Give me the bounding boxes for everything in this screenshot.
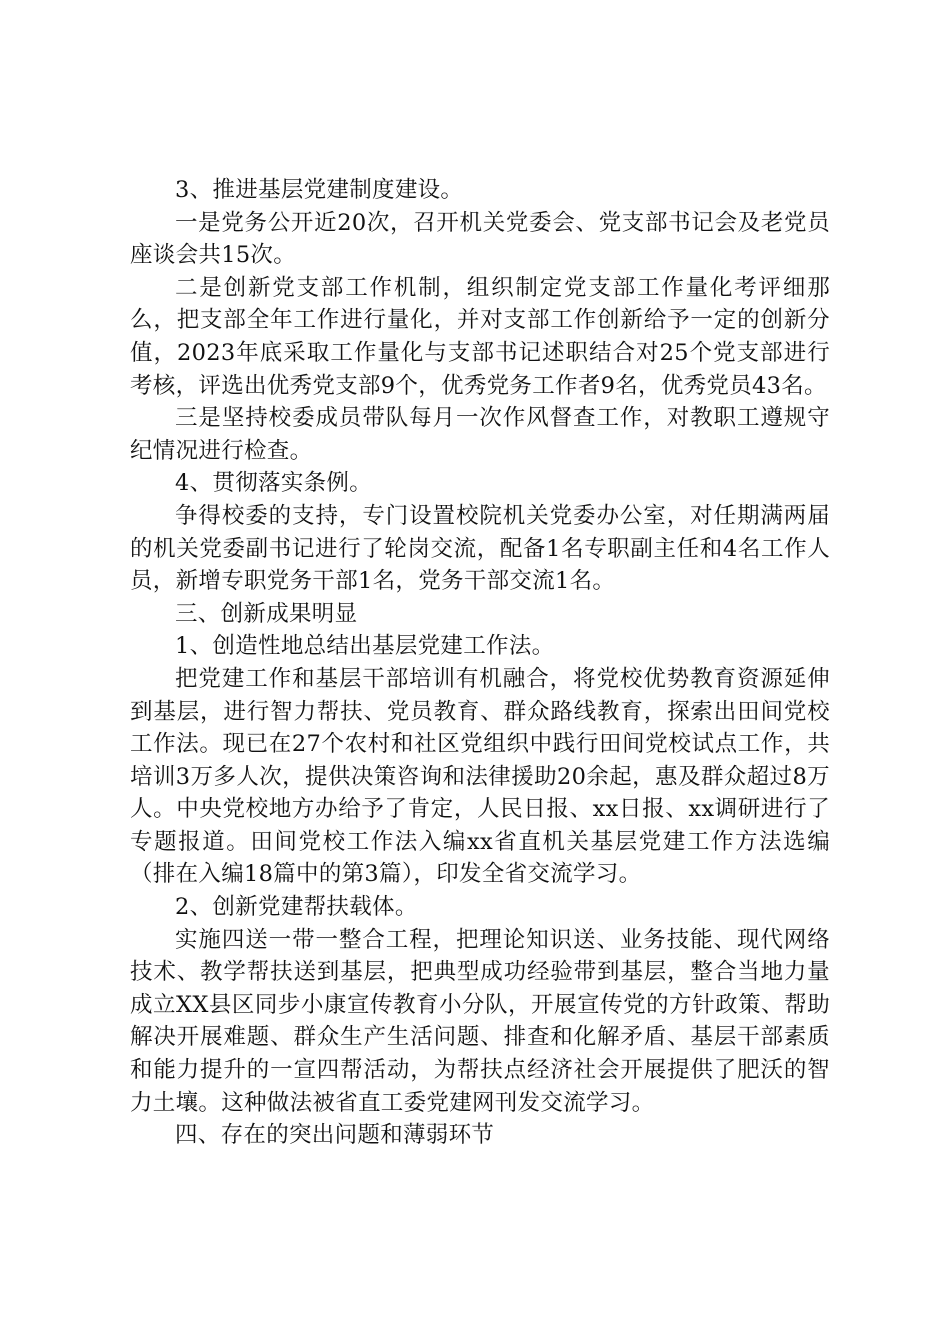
paragraph-style-inspection: 三是坚持校委成员带队每月一次作风督查工作，对教职工遵规守纪情况进行检查。 xyxy=(130,405,830,464)
paragraph-part-3-heading: 三、创新成果明显 xyxy=(175,600,358,627)
paragraph-four-sends-project: 实施四送一带一整合工程，把理论知识送、业务技能、现代网络技术、教学帮扶送到基层，把典型成功经验带到基层，整合当地力量成立XX县区同步小康宣传教育小分队，开展宣传党的方针政策、帮助解决开展难题、群众生产生活问题、排查和化解矛盾、基层干部素质和能力提升的一宣四帮活动，为帮扶点经济社会开展提供了肥沃的智力土壤。这种做法被省直工委党建网刊发交流学习。 xyxy=(130,926,830,1116)
paragraph-subsection-2-heading: 2、创新党建帮扶载体。 xyxy=(175,894,418,921)
paragraph-field-party-school: 把党建工作和基层干部培训有机融合，将党校优势教育资源延伸到基层，进行智力帮扶、党员教育、群众路线教育，探索出田间党校工作法。现已在27个农村和社区党组织中践行田间党校试点工作，共培训3万多人次，提供决策咨询和法律援助20余起，惠及群众超过8万人。中央党校地方办给予了肯定，人民日报、xx日报、xx调研进行了专题报道。田间党校工作法入编xx省直机关基层党建工作方法选编（排在入编18篇中的第3篇），印发全省交流学习。 xyxy=(130,665,830,888)
paragraph-branch-work-mechanism: 二是创新党支部工作机制，组织制定党支部工作量化考评细那么，把支部全年工作进行量化，并对支部工作创新给予一定的创新分值，2023年底采取工作量化与支部书记述职结合对25个党支部进行考核，评选出优秀党支部9个，优秀党务工作者9名，优秀党员43名。 xyxy=(130,274,830,399)
paragraph-section-4-heading: 4、贯彻落实条例。 xyxy=(175,470,373,497)
paragraph-party-affairs-openness: 一是党务公开近20次，召开机关党委会、党支部书记会及老党员座谈会共15次。 xyxy=(130,209,830,269)
paragraph-part-4-heading: 四、存在的突出问题和薄弱环节 xyxy=(175,1122,495,1149)
paragraph-office-setup: 争得校委的支持，专门设置校院机关党委办公室，对任期满两届的机关党委副书记进行了轮岗交流，配备1名专职副主任和4名工作人员，新增专职党务干部1名，党务干部交流1名。 xyxy=(130,502,830,595)
paragraph-section-3-heading: 3、推进基层党建制度建设。 xyxy=(175,177,464,203)
paragraph-subsection-1-heading: 1、创造性地总结出基层党建工作法。 xyxy=(175,633,555,660)
document-body xyxy=(130,174,830,1152)
